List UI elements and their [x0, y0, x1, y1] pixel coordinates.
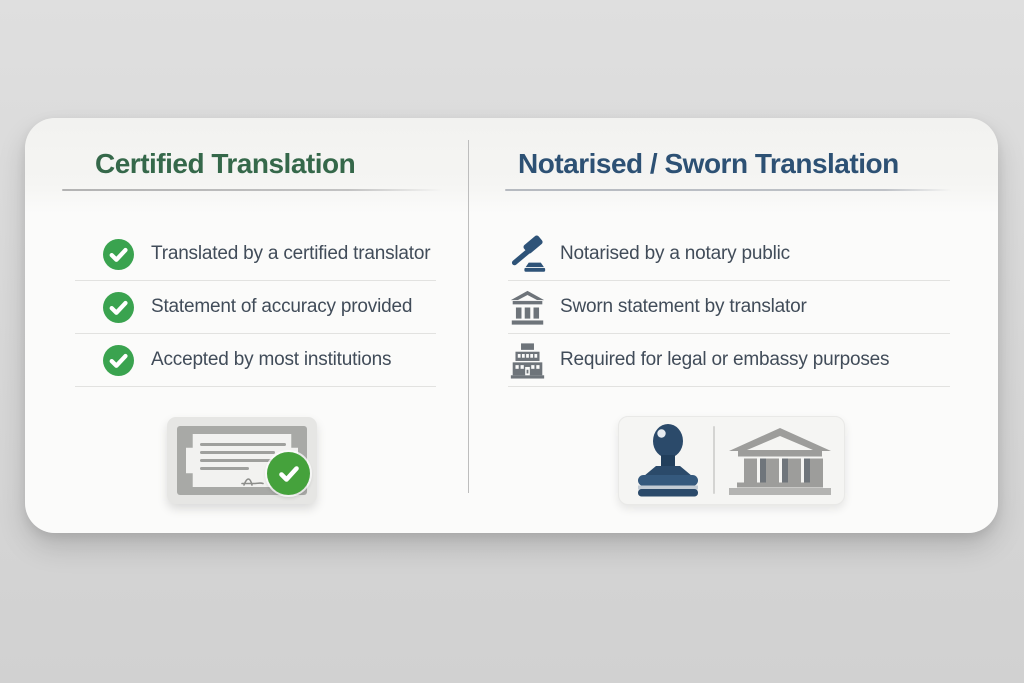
illustration-divider: [713, 426, 715, 494]
list-item: [75, 228, 436, 281]
list-item: [75, 281, 436, 334]
bank-columns-icon: [508, 289, 546, 326]
rubber-stamp-icon: [632, 423, 704, 498]
list-item-label: Required for legal or embassy purposes: [560, 349, 890, 370]
notarised-column-title: Notarised / Sworn Translation: [518, 148, 899, 179]
gavel-icon: [508, 233, 546, 275]
list-item-label: Translated by a certified translator: [151, 243, 431, 264]
check-circle-icon: [99, 239, 137, 270]
courthouse-icon: [725, 427, 835, 495]
list-item: [508, 281, 950, 334]
list-item-label: Accepted by most institutions: [151, 349, 392, 370]
certificate-check-icon: [267, 452, 310, 495]
certified-column-title: Certified Translation: [95, 148, 356, 179]
check-circle-icon: [99, 292, 137, 323]
list-item: [508, 228, 950, 281]
list-item: [75, 334, 436, 387]
certified-title-underline: [62, 189, 443, 191]
stamp-and-courthouse-illustration: [618, 416, 845, 505]
notarised-items-list: [508, 228, 950, 387]
notarised-title-underline: [505, 189, 952, 191]
signature-icon: [241, 475, 267, 487]
comparison-card: [25, 118, 998, 533]
check-circle-icon: [99, 345, 137, 376]
column-divider: [468, 140, 469, 493]
list-item-label: Sworn statement by translator: [560, 296, 807, 317]
list-item-label: Statement of accuracy provided: [151, 296, 413, 317]
list-item: [508, 334, 950, 387]
certificate-illustration: [167, 417, 317, 504]
government-building-icon: [508, 342, 546, 379]
certified-items-list: [75, 228, 436, 387]
list-item-label: Notarised by a notary public: [560, 243, 790, 264]
